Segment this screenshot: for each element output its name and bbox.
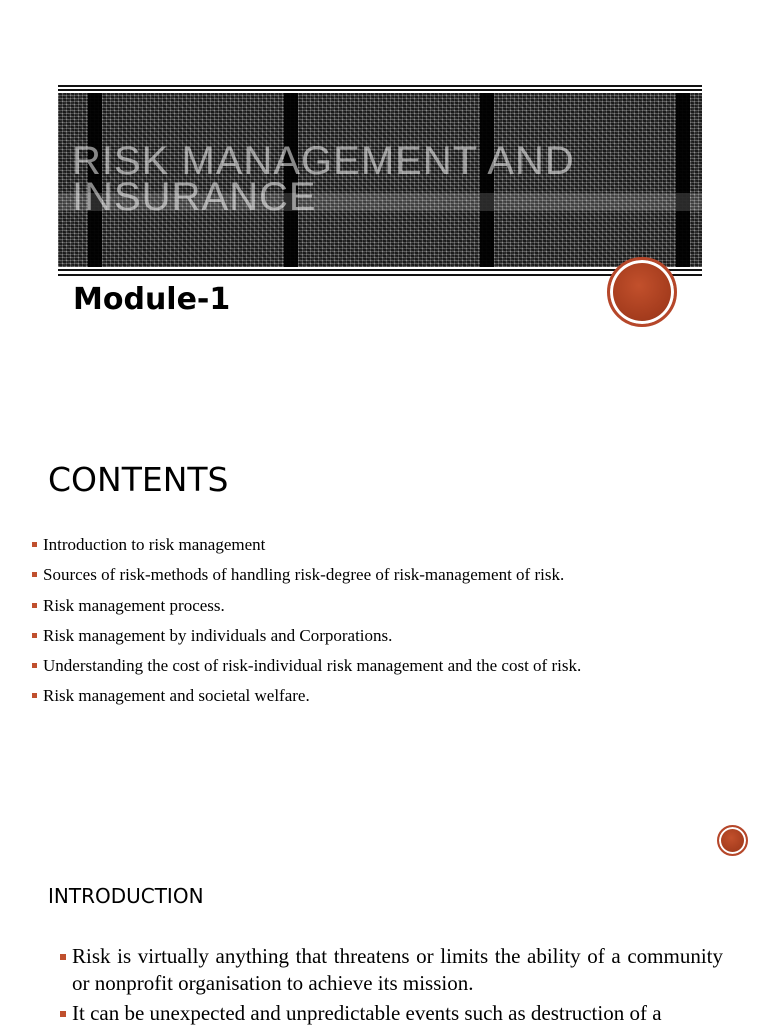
list-item-text: Risk management and societal welfare. bbox=[43, 686, 310, 706]
module-subtitle: Module-1 bbox=[73, 282, 231, 317]
list-item-text: Introduction to risk management bbox=[43, 535, 266, 554]
list-item-text: Risk management by individuals and Corporations. bbox=[43, 625, 393, 645]
decorative-circle-small-icon bbox=[717, 825, 748, 856]
square-bullet-icon bbox=[32, 572, 37, 577]
list-item bbox=[32, 621, 752, 651]
list-item-text: Understanding the cost of risk-individual risk management and the cost of risk. bbox=[43, 656, 582, 676]
list-item bbox=[60, 943, 723, 997]
square-bullet-icon bbox=[32, 693, 37, 698]
list-item-text: It can be unexpected and unpredictable events such as destruction of a bbox=[72, 1001, 662, 1025]
square-bullet-icon bbox=[60, 954, 66, 960]
list-item bbox=[32, 681, 752, 711]
list-item bbox=[32, 591, 752, 621]
list-item bbox=[32, 651, 752, 681]
list-item-text: Risk management process. bbox=[43, 595, 225, 615]
introduction-list bbox=[60, 943, 723, 1030]
banner-top-rule bbox=[58, 85, 702, 87]
list-item-text: Risk is virtually anything that threatens or limits the ability of a community or nonprofit organisation to achieve its mission. bbox=[72, 944, 723, 995]
contents-list bbox=[32, 530, 752, 712]
contents-heading: CONTENTS bbox=[48, 460, 229, 499]
banner-bottom-rule bbox=[58, 274, 702, 276]
slide-title: RISK MANAGEMENT AND INSURANCE bbox=[72, 139, 575, 219]
list-item bbox=[32, 530, 752, 560]
decorative-circle-icon bbox=[607, 257, 677, 327]
square-bullet-icon bbox=[32, 633, 37, 638]
list-item bbox=[32, 560, 752, 590]
square-bullet-icon bbox=[32, 663, 37, 668]
list-item-text: Sources of risk-methods of handling risk-degree of risk-management of risk. bbox=[43, 565, 565, 585]
introduction-heading: INTRODUCTION bbox=[48, 884, 204, 908]
banner-bottom-rule-inner bbox=[58, 269, 702, 271]
square-bullet-icon bbox=[32, 542, 37, 547]
square-bullet-icon bbox=[60, 1011, 66, 1017]
title-banner bbox=[58, 85, 702, 276]
list-item bbox=[60, 1000, 723, 1027]
square-bullet-icon bbox=[32, 603, 37, 608]
banner-top-rule-inner bbox=[58, 89, 702, 91]
